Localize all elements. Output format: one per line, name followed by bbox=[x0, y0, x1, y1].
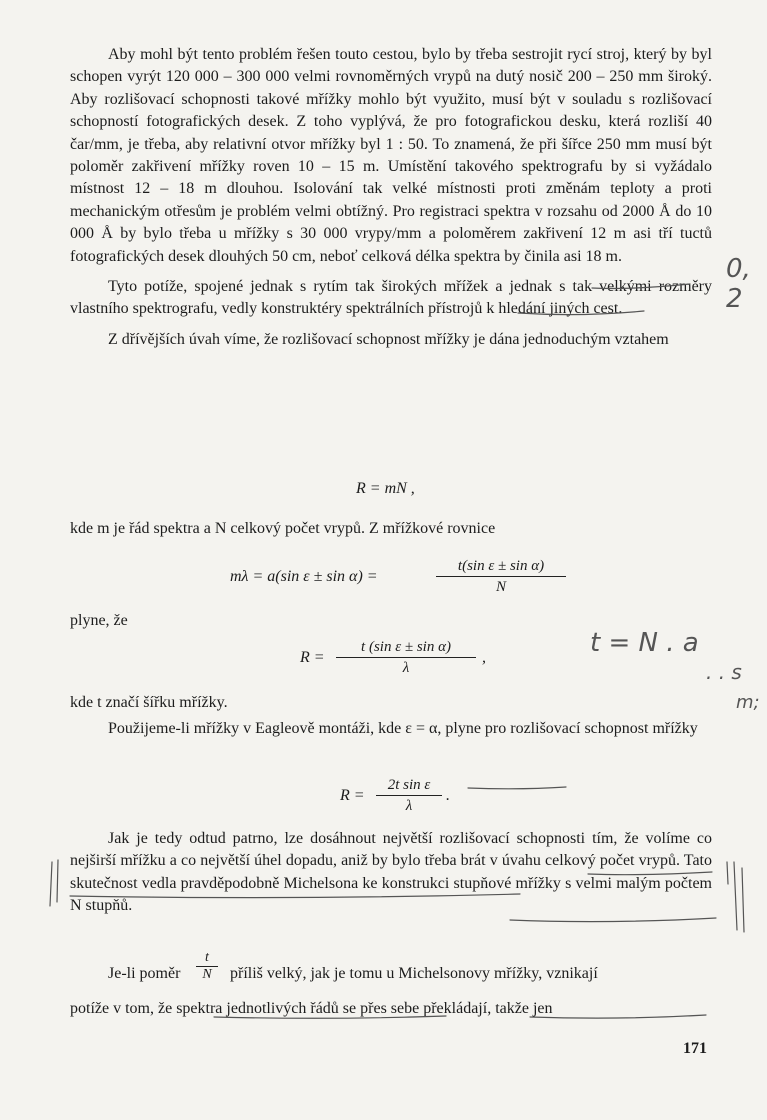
equation-4-numerator: 2t sin ε bbox=[376, 775, 442, 796]
equation-1: R = mN , bbox=[356, 480, 415, 497]
equation-4-denominator: λ bbox=[405, 798, 413, 814]
underline-prekladaji bbox=[530, 1015, 706, 1018]
underline-epsilon-alpha bbox=[468, 787, 566, 789]
page-number: 171 bbox=[683, 1040, 707, 1057]
underline-aniz-by-bylo bbox=[588, 872, 712, 875]
paragraph-1: Aby mohl být tento problém řešen touto cestou, bylo by třeba sestrojit rycí stroj, který by byl schopen vyrýt 120 000 – 300 000 velmi rovnoměrných vrypů na dutý nosič 200 – 250 mm široký. Aby rozlišovací schopnosti takové mřížky mohlo být využito, musí být v souladu s rozlišovací schopností fotografických desek. Z toho vyplývá, že pro fotografickou desku, která rozliší 40 čar/mm, je třeba, aby relativní otvor mřížky byl 1 : 50. To znamená, že při šířce 250 mm musí být poloměr zakřivení mřížky roven 10 – 15 m. Umístění takového spektrografu by si vyžádalo místnost 12 – 18 m dlouhou. Isolování tak velké místnosti proti změnám teploty a proti mechanickým otřesům je problém velmi obtížný. Pro registraci spektra v rozsahu od 2000 Å do 10 000 Å by bylo třeba u mřížky s 30 000 vrypy/mm a poloměrem zakřivení 12 m asi tří tuctů fotografických desek dlouhých 50 cm, neboť celková délka spektra by činila asi 18 m. bbox=[70, 46, 712, 265]
paragraph-6: kde t značí šířku mřížky. bbox=[70, 694, 228, 711]
equation-3-left: R = bbox=[300, 649, 325, 666]
pencil-note-side-2: m; bbox=[736, 692, 760, 713]
ratio-numerator: t bbox=[196, 950, 218, 967]
equation-3-tail: , bbox=[482, 649, 486, 666]
pencil-note-formula: t = N . a bbox=[590, 628, 699, 658]
margin-bar-right-3 bbox=[727, 862, 728, 884]
equation-3-denominator: λ bbox=[402, 660, 410, 676]
equation-3-numerator: t (sin ε ± sin α) bbox=[336, 637, 476, 658]
ratio-denominator: N bbox=[202, 967, 212, 982]
pencil-note-side-1: . . s bbox=[706, 660, 742, 684]
paragraph-5: plyne, že bbox=[70, 612, 128, 629]
equation-4-left: R = bbox=[340, 787, 365, 804]
equation-2-numerator: t(sin ε ± sin α) bbox=[436, 556, 566, 577]
paragraph-3: Z dřívějších úvah víme, že rozlišovací schopnost mřížky je dána jednoduchým vztahem bbox=[108, 330, 669, 348]
underline-spektra bbox=[214, 1016, 446, 1018]
underline-2000a bbox=[592, 284, 690, 289]
paragraph-7: Použijeme-li mřížky v Eagleově montáži, kde ε = α, plyne pro rozlišovací schopnost mřížky bbox=[108, 720, 698, 737]
underline-zakriveni bbox=[518, 311, 644, 315]
underline-velmi-malym bbox=[510, 918, 716, 922]
paragraph-8: Jak je tedy odtud patrno, lze dosáhnout největší rozlišovací schopnosti tím, že volíme co nejširší mřížku a co největší úhel dopadu, aniž by bylo třeba brát v úvahu celkový počet vrypů. Tato skutečnost vedla pravděpodobně Michelsona ke konstrukci stupňové mřížky s velmi malým počtem N stupňů. bbox=[70, 830, 712, 915]
equation-2-left: mλ = a(sin ε ± sin α) = bbox=[230, 568, 378, 585]
margin-bar-left-1 bbox=[50, 862, 52, 906]
paragraph-4: kde m je řád spektra a N celkový počet vrypů. Z mřížkové rovnice bbox=[70, 520, 496, 537]
margin-bar-right-2 bbox=[742, 868, 744, 932]
underline-trebabrat bbox=[70, 894, 520, 898]
equation-4-tail: . bbox=[446, 787, 450, 804]
paragraph-9-end: příliš velký, jak je tomu u Michelsonovy mřížky, vznikají bbox=[230, 965, 598, 982]
pencil-note-margin: 0, 2 bbox=[726, 254, 751, 314]
paragraph-10: potíže v tom, že spektra jednotlivých řádů se přes sebe překládají, takže jen bbox=[70, 1000, 553, 1017]
paragraph-2: Tyto potíže, spojené jednak s rytím tak širokých mřížek a jednak s tak velkými rozměry vlastního spektrografu, vedly konstruktéry spektrálních přístrojů k hledání jiných cest. bbox=[70, 278, 712, 318]
margin-bar-right-1 bbox=[734, 862, 737, 930]
paragraph-9-start: Je-li poměr bbox=[108, 965, 181, 982]
margin-bar-left-2 bbox=[57, 860, 58, 902]
equation-2-denominator: N bbox=[495, 579, 506, 595]
